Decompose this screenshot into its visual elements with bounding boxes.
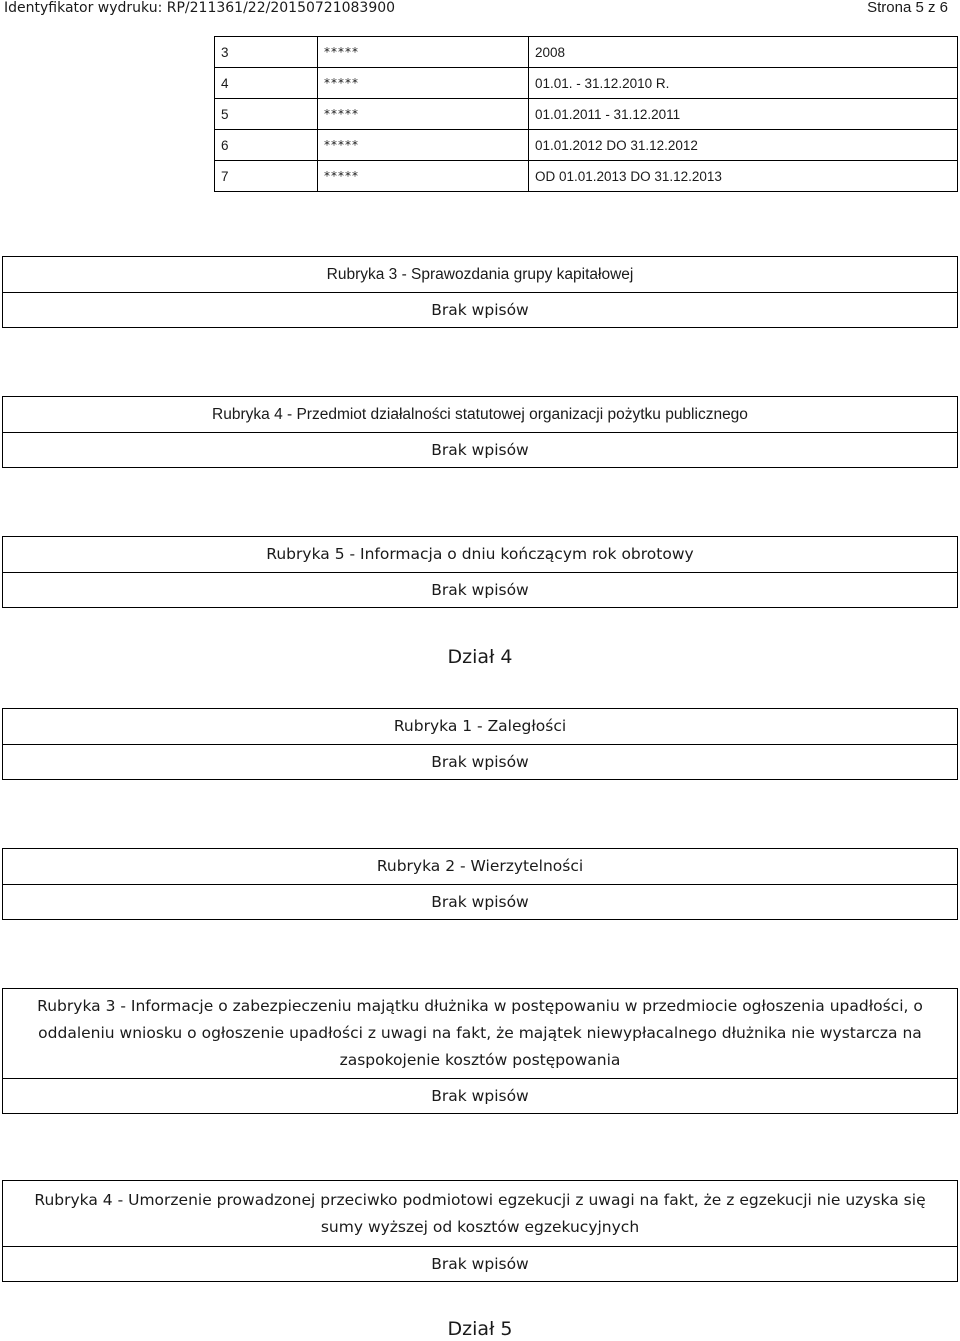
section-title: Rubryka 1 - Zaległości (3, 709, 957, 745)
masked-value: ***** (318, 37, 529, 68)
dzial-4-heading: Dział 4 (447, 646, 513, 668)
section-rubryka-1-arrears (2, 708, 958, 780)
no-entries-label: Brak wpisów (431, 441, 529, 459)
section-rubryka-3-asset-security (2, 988, 958, 1114)
section-title: Rubryka 3 - Sprawozdania grupy kapitałowej (3, 257, 957, 293)
no-entries-label: Brak wpisów (431, 301, 529, 319)
section-rubryka-4-enforcement-discontinued (2, 1180, 958, 1282)
section-title: Rubryka 2 - Wierzytelności (3, 849, 957, 885)
page-number: Strona 5 z 6 (867, 0, 948, 16)
table-row (215, 37, 958, 68)
masked-value: ***** (318, 99, 529, 130)
masked-value: ***** (318, 161, 529, 192)
masked-value: ***** (318, 130, 529, 161)
no-entries-label: Brak wpisów (431, 1087, 529, 1105)
row-number: 7 (215, 161, 318, 192)
financial-years-table (214, 36, 958, 192)
section-title: Rubryka 4 - Umorzenie prowadzonej przeciwko podmiotowi egzekucji z uwagi na fakt, że z egzekucji nie uzyska się sumy wyższej od kosztów egzekucyjnych (3, 1181, 957, 1247)
period-value: OD 01.01.2013 DO 31.12.2013 (529, 161, 958, 192)
period-value: 2008 (529, 37, 958, 68)
period-value: 01.01. - 31.12.2010 R. (529, 68, 958, 99)
table-row (215, 68, 958, 99)
no-entries-label: Brak wpisów (431, 581, 529, 599)
print-identifier: Identyfikator wydruku: RP/211361/22/20150721083900 (4, 0, 396, 16)
section-title: Rubryka 4 - Przedmiot działalności statutowej organizacji pożytku publicznego (3, 397, 957, 433)
section-rubryka-2-receivables (2, 848, 958, 920)
no-entries-label: Brak wpisów (431, 753, 529, 771)
row-number: 5 (215, 99, 318, 130)
row-number: 6 (215, 130, 318, 161)
section-rubryka-5-fiscal-year-end (2, 536, 958, 608)
period-value: 01.01.2012 DO 31.12.2012 (529, 130, 958, 161)
section-title: Rubryka 5 - Informacja o dniu kończącym rok obrotowy (3, 537, 957, 573)
no-entries-label: Brak wpisów (431, 893, 529, 911)
section-rubryka-3-capital-group (2, 256, 958, 328)
masked-value: ***** (318, 68, 529, 99)
row-number: 3 (215, 37, 318, 68)
table-row (215, 99, 958, 130)
period-value: 01.01.2011 - 31.12.2011 (529, 99, 958, 130)
no-entries-label: Brak wpisów (431, 1255, 529, 1273)
dzial-5-heading: Dział 5 (447, 1318, 513, 1340)
section-rubryka-4-statutory-activity (2, 396, 958, 468)
row-number: 4 (215, 68, 318, 99)
table-row (215, 130, 958, 161)
section-title: Rubryka 3 - Informacje o zabezpieczeniu majątku dłużnika w postępowaniu w przedmiocie ogłoszenia upadłości, o oddaleniu wniosku o ogłoszenie upadłości z uwagi na fakt, że majątek niewypłacalnego dłużnika nie wystarcza na zaspokojenie kosztów postępowania (3, 989, 957, 1079)
table-row (215, 161, 958, 192)
